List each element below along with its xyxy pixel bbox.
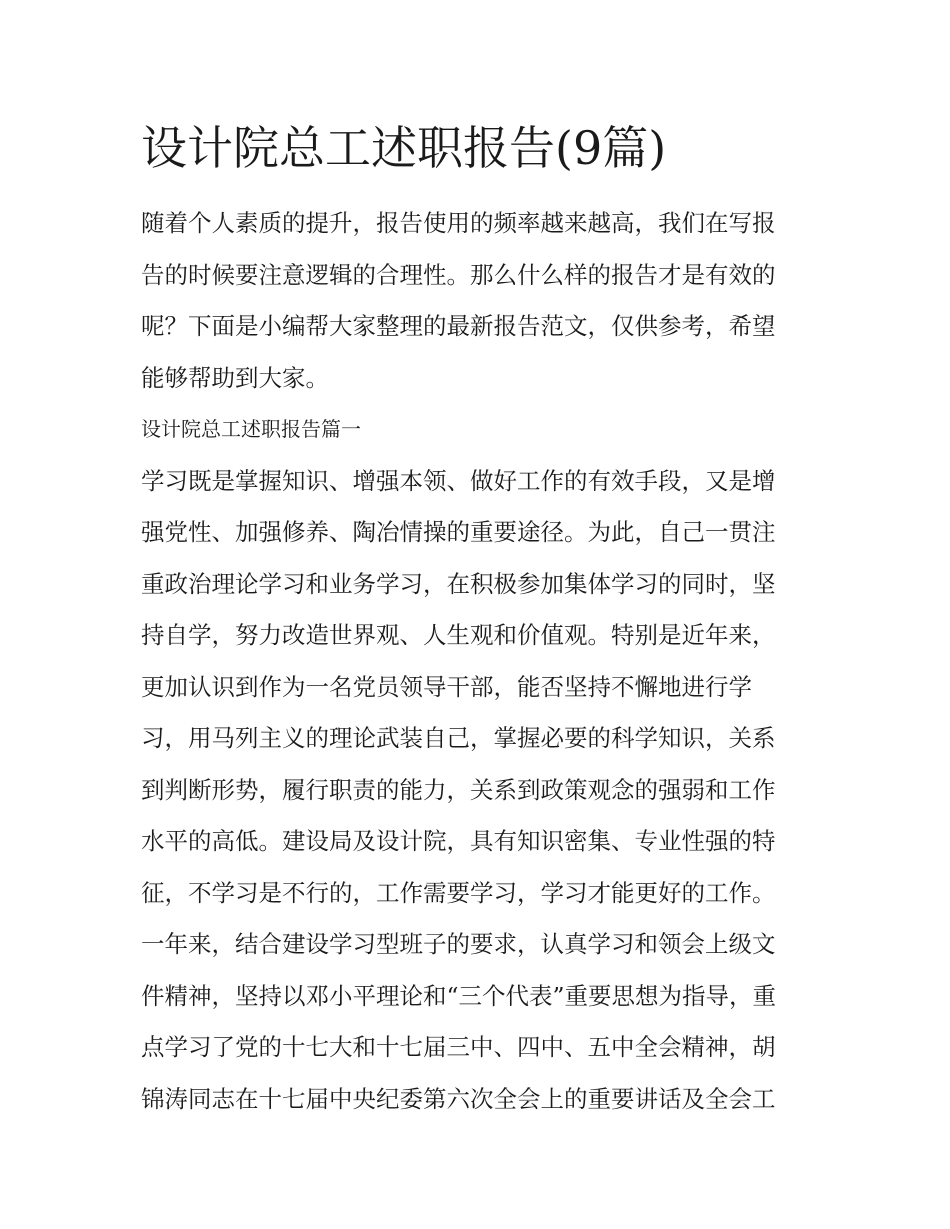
- body-line: 一年来，结合建设学习型班子的要求，认真学习和领会上级文: [141, 930, 776, 958]
- body-line: 持自学，努力改造世界观、人生观和价值观。特别是近年来，: [141, 621, 776, 649]
- intro-line: 呢？下面是小编帮大家整理的最新报告范文，仅供参考，希望: [141, 312, 776, 340]
- intro-paragraph: [141, 198, 813, 404]
- intro-line: 能够帮助到大家。: [141, 363, 329, 392]
- document-title: 设计院总工述职报告(9篇): [141, 121, 667, 175]
- body-line: 件精神，坚持以邓小平理论和“三个代表”重要思想为指导，重: [141, 981, 777, 1010]
- intro-line: 告的时候要注意逻辑的合理性。那么什么样的报告才是有效的: [141, 260, 776, 289]
- body-line: 征，不学习是不行的，工作需要学习，学习才能更好的工作。: [141, 878, 776, 907]
- intro-line: 随着个人素质的提升，报告使用的频率越来越高，我们在写报: [141, 209, 776, 237]
- body-line: 习，用马列主义的理论武装自己，掌握必要的科学知识，关系: [141, 724, 776, 752]
- section-heading: 设计院总工述职报告篇一: [141, 417, 361, 441]
- body-line: 重政治理论学习和业务学习，在积极参加集体学习的同时，坚: [141, 569, 776, 598]
- body-line: 强党性、加强修养、陶冶情操的重要途径。为此，自己一贯注: [141, 518, 776, 546]
- body-line: 到判断形势，履行职责的能力，关系到政策观念的强弱和工作: [141, 775, 776, 804]
- document-content: [141, 118, 813, 1125]
- body-line: 更加认识到作为一名党员领导干部，能否坚持不懈地进行学: [141, 672, 752, 701]
- body-line: 学习既是掌握知识、增强本领、做好工作的有效手段，又是增: [141, 466, 776, 495]
- body-paragraph: [141, 456, 813, 1126]
- body-line: 点学习了党的十七大和十七届三中、四中、五中全会精神，胡: [141, 1033, 776, 1061]
- body-line: 水平的高低。建设局及设计院，具有知识密集、专业性强的特: [141, 827, 776, 855]
- body-line: 锦涛同志在十七届中央纪委第六次全会上的重要讲话及全会工: [141, 1084, 776, 1113]
